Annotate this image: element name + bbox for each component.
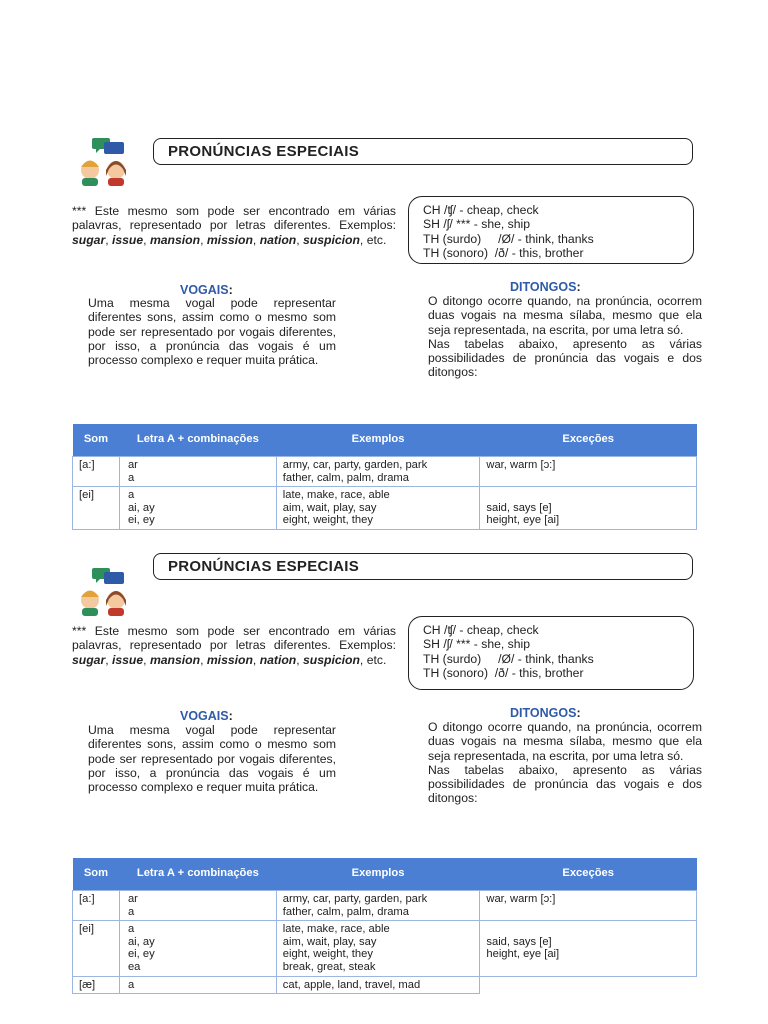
note-paragraph: *** Este mesmo som pode ser encontrado em várias palavras, representado por letras diferentes. Exemplos: sugar, issue, mansion, mission, nation, suspicion, etc. [72,204,396,247]
vowel-table [72,858,697,994]
ditongos-title: DITONGOS: [510,280,581,294]
table-row: [ei] a ai, ay ei, ey ea late, make, race, able aim, wait, play, say eight, weight, they break, great, steak said, says [e] height, eye [ai] [73,921,697,976]
vowel-table [72,424,697,530]
th-exemplos: Exemplos [276,424,480,457]
phoneme-line: SH /ʃ/ *** - she, ship [423,217,531,232]
table-row: [æ] a cat, apple, land, travel, mad [73,976,697,994]
vogais-text: Uma mesma vogal pode representar diferentes sons, assim como o mesmo som pode ser representado por vogais diferentes, por isso, a pronúncia das vogais é um processo complexo e requer muita prática. [88,723,336,795]
phoneme-line: SH /ʃ/ *** - she, ship [423,637,531,652]
ditongos-text: O ditongo ocorre quando, na pronúncia, ocorrem duas vogais na mesma sílaba, mesmo que ela seja representada, na escrita, por uma letra só. Nas tabelas abaixo, apresento as várias possibilidades de pronúncia das vogais e dos ditongos: [428,294,702,380]
th-excecoes: Exceções [480,424,697,457]
vogais-text: Uma mesma vogal pode representar diferentes sons, assim como o mesmo som pode ser representado por vogais diferentes, por isso, a pronúncia das vogais é um processo complexo e requer muita prática. [88,296,336,368]
th-excecoes: Exceções [480,858,697,891]
phoneme-line: CH /ʧ/ - cheap, check [423,623,539,637]
page-title: PRONÚNCIAS ESPECIAIS [153,138,693,165]
chat-people-icon [76,136,132,186]
table-row: [a:] ar a army, car, party, garden, park father, calm, palm, drama war, warm [ɔ:] [73,891,697,921]
phoneme-line: CH /ʧ/ - cheap, check [423,203,539,217]
phoneme-line: TH (surdo) /Ø/ - think, thanks [423,651,594,666]
phoneme-line: TH (sonoro) /ð/ - this, brother [423,666,584,681]
page-1 [0,118,768,527]
vogais-title: VOGAIS: [180,709,233,723]
page-2 [0,548,768,991]
phoneme-box [408,616,694,690]
ditongos-title: DITONGOS: [510,706,581,720]
note-paragraph: *** Este mesmo som pode ser encontrado em várias palavras, representado por letras diferentes. Exemplos: sugar, issue, mansion, mission, nation, suspicion, etc. [72,624,396,667]
phoneme-box [408,196,694,264]
table-row: [a:] ar a army, car, party, garden, park father, calm, palm, drama war, warm [ɔ:] [73,457,697,487]
chat-people-icon [76,566,132,616]
th-som: Som [73,858,120,891]
vogais-title: VOGAIS: [180,283,233,297]
th-exemplos: Exemplos [276,858,480,891]
th-letras: Letra A + combinações [119,858,276,891]
ditongos-text: O ditongo ocorre quando, na pronúncia, ocorrem duas vogais na mesma sílaba, mesmo que ela seja representada, na escrita, por uma letra só. Nas tabelas abaixo, apresento as várias possibilidades de pronúncia das vogais e dos ditongos: [428,720,702,806]
phoneme-line: TH (sonoro) /ð/ - this, brother [423,246,584,261]
page-title: PRONÚNCIAS ESPECIAIS [153,553,693,580]
th-letras: Letra A + combinações [119,424,276,457]
phoneme-line: TH (surdo) /Ø/ - think, thanks [423,231,594,246]
th-som: Som [73,424,120,457]
table-row: [ei] a ai, ay ei, ey late, make, race, able aim, wait, play, say eight, weight, they said, says [e] height, eye [ai] [73,487,697,530]
